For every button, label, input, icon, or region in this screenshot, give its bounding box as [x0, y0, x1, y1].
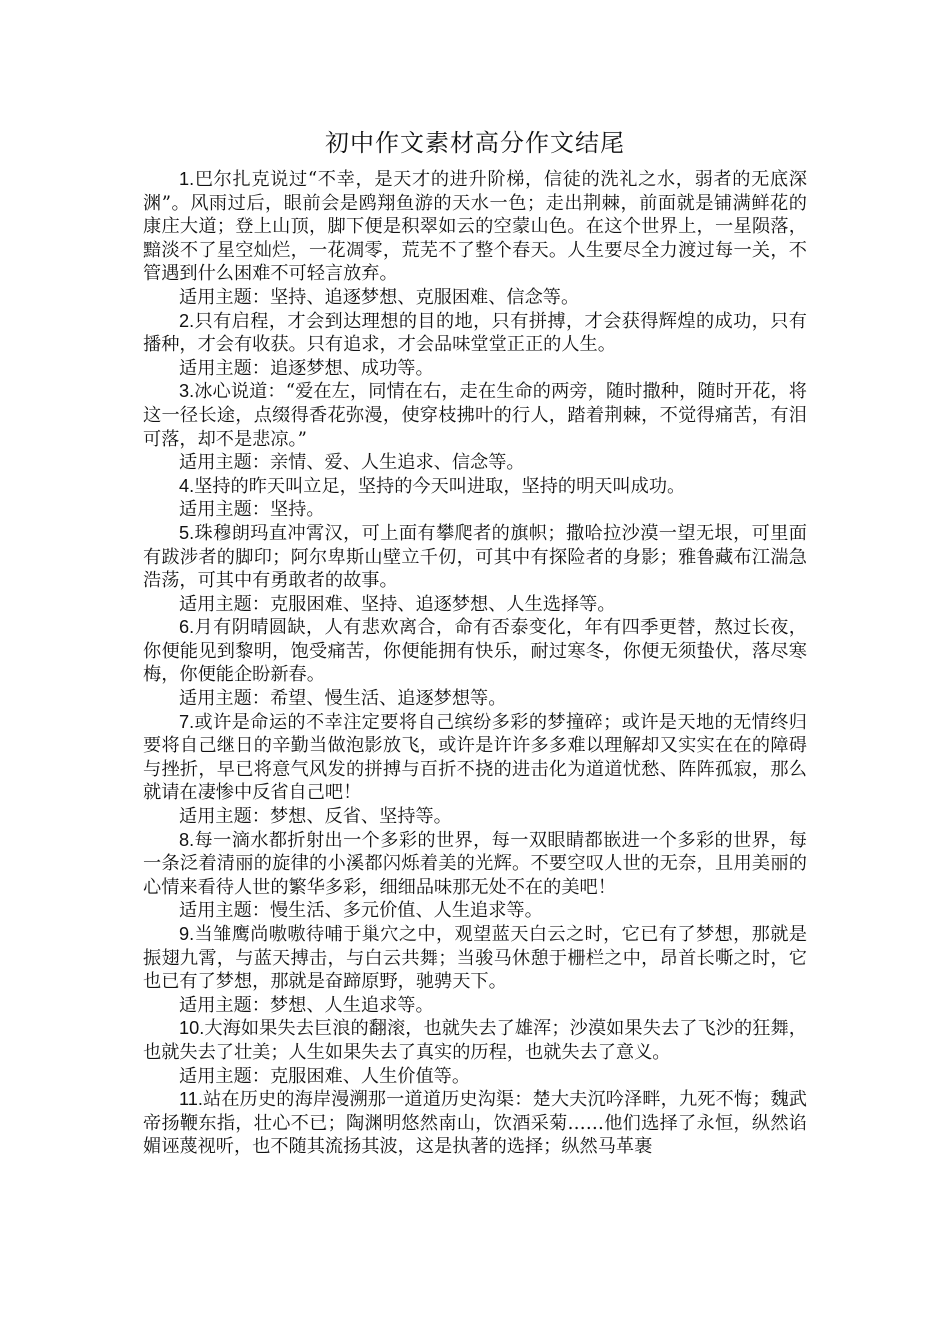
- item-6-content: 月有阴晴圆缺，人有悲欢离合，命有否泰变化，年有四季更替，熬过长夜，你便能见到黎明，饱受痛苦，你便能拥有快乐，耐过寒冬，你便无须蛰伏，落尽寒梅，你便能企盼新春。: [143, 617, 807, 686]
- item-1-content: 巴尔扎克说过“不幸，是天才的进升阶梯，信徒的洗礼之水，弱者的无底深渊”。风雨过后，眼前会是鸥翔鱼游的天水一色；走出荆棘，前面就是铺满鲜花的康庄大道；登上山顶，脚下便是积翠如云的空蒙山色。在这个世界上，一星陨落，黯淡不了星空灿烂，一花凋零，荒芜不了整个春天。人生要尽全力渡过每一关，不管遇到什么困难不可轻言放弃。: [143, 169, 807, 285]
- document-title: 初中作文素材高分作文结尾: [325, 129, 625, 157]
- item-9-text: [143, 923, 807, 994]
- item-5-number: 5.: [179, 522, 195, 543]
- item-5-content: 珠穆朗玛直冲霄汉，可上面有攀爬者的旗帜；撒哈拉沙漠一望无垠，可里面有跋涉者的脚印；阿尔卑斯山壁立千仞，可其中有探险者的身影；雅鲁藏布江湍急浩荡，可其中有勇敢者的故事。: [143, 522, 807, 592]
- item-7-text: [143, 711, 807, 805]
- item-8-number: 8.: [179, 829, 195, 850]
- item-7-theme: 适用主题：梦想、反省、坚持等。: [179, 806, 452, 828]
- item-3-number: 3.: [179, 381, 195, 402]
- item-11-content: 站在历史的海岸漫溯那一道道历史沟渠：楚大夫沉吟泽畔，九死不悔；魏武帝扬鞭东指，壮心不已；陶渊明悠然南山，饮酒采菊……他们选择了永恒，纵然谄媚诬蔑视听，也不随其流扬其波，这是执著的选择；纵然马革裹: [143, 1089, 807, 1158]
- item-4-theme: 适用主题：坚持。: [179, 499, 325, 521]
- item-7-number: 7.: [179, 711, 195, 732]
- item-3-theme: 适用主题：亲情、爱、人生追求、信念等。: [179, 452, 525, 474]
- item-3-content: 冰心说道：“爱在左，同情在右，走在生命的两旁，随时撒种，随时开花，将这一径长途，点缀得香花弥漫，使穿枝拂叶的行人，踏着荆棘，不觉得痛苦，有泪可落，却不是悲凉。”: [143, 381, 807, 450]
- item-4-number: 4.: [179, 475, 195, 496]
- item-8-theme: 适用主题：慢生活、多元价值、人生追求等。: [179, 900, 543, 922]
- item-10-theme: 适用主题：克服困难、人生价值等。: [179, 1065, 471, 1087]
- item-1-theme: 适用主题：坚持、追逐梦想、克服困难、信念等。: [179, 286, 580, 308]
- item-10-number: 10.: [179, 1018, 205, 1039]
- document-body: [143, 168, 807, 1159]
- item-9-theme: 适用主题：梦想、人生追求等。: [179, 994, 434, 1016]
- item-1-number: 1.: [179, 169, 195, 189]
- item-8-content: 每一滴水都折射出一个多彩的世界，每一双眼睛都嵌进一个多彩的世界，每一条泛着清丽的旋律的小溪都闪烁着美的光辉。不要空叹人世的无奈，且用美丽的心情来看待人世的繁华多彩，细细品味那无处不在的美吧！: [143, 829, 807, 898]
- item-2-theme: 适用主题：追逐梦想、成功等。: [179, 357, 434, 379]
- item-10-text: [143, 1017, 807, 1064]
- item-2-content: 只有启程，才会到达理想的目的地，只有拼搏，才会获得辉煌的成功，只有播种，才会有收获。只有追求，才会品味堂堂正正的人生。: [143, 310, 807, 356]
- item-9-number: 9.: [179, 924, 195, 944]
- item-4-text: [143, 475, 807, 499]
- item-10-content: 大海如果失去巨浪的翻滚，也就失去了雄浑；沙漠如果失去了飞沙的狂舞，也就失去了壮美；人生如果失去了真实的历程，也就失去了意义。: [143, 1018, 807, 1063]
- item-8-text: [143, 829, 807, 900]
- item-11-number: 11.: [179, 1089, 203, 1110]
- item-5-theme: 适用主题：克服困难、坚持、追逐梦想、人生选择等。: [179, 593, 616, 615]
- item-6-theme: 适用主题：希望、慢生活、追逐梦想等。: [179, 688, 507, 710]
- item-2-number: 2.: [179, 310, 195, 331]
- item-1-text: [143, 168, 807, 286]
- item-11-text: [143, 1088, 807, 1159]
- item-7-content: 或许是命运的不幸注定要将自己缤纷多彩的梦撞碎；或许是天地的无情终归要将自己继日的辛勤当做泡影放飞，或许是许许多多难以理解却又实实在在的障碍与挫折，早已将意气风发的拼搏与百折不挠的进击化为道道忧愁、阵阵孤寂，那么就请在凄惨中反省自己吧！: [143, 711, 807, 804]
- item-6-text: [143, 616, 807, 687]
- item-4-content: 坚持的昨天叫立足，坚持的今天叫进取，坚持的明天叫成功。: [194, 475, 686, 497]
- item-3-text: [143, 380, 807, 451]
- item-5-text: [143, 522, 807, 593]
- item-2-text: [143, 310, 807, 357]
- item-6-number: 6.: [179, 617, 195, 638]
- item-9-content: 当雏鹰尚嗷嗷待哺于巢穴之中，观望蓝天白云之时，它已有了梦想，那就是振翅九霄，与蓝天搏击，与白云共舞；当骏马休憩于栅栏之中，昂首长嘶之时，它也已有了梦想，那就是奋蹄原野，驰骋天下。: [143, 924, 807, 993]
